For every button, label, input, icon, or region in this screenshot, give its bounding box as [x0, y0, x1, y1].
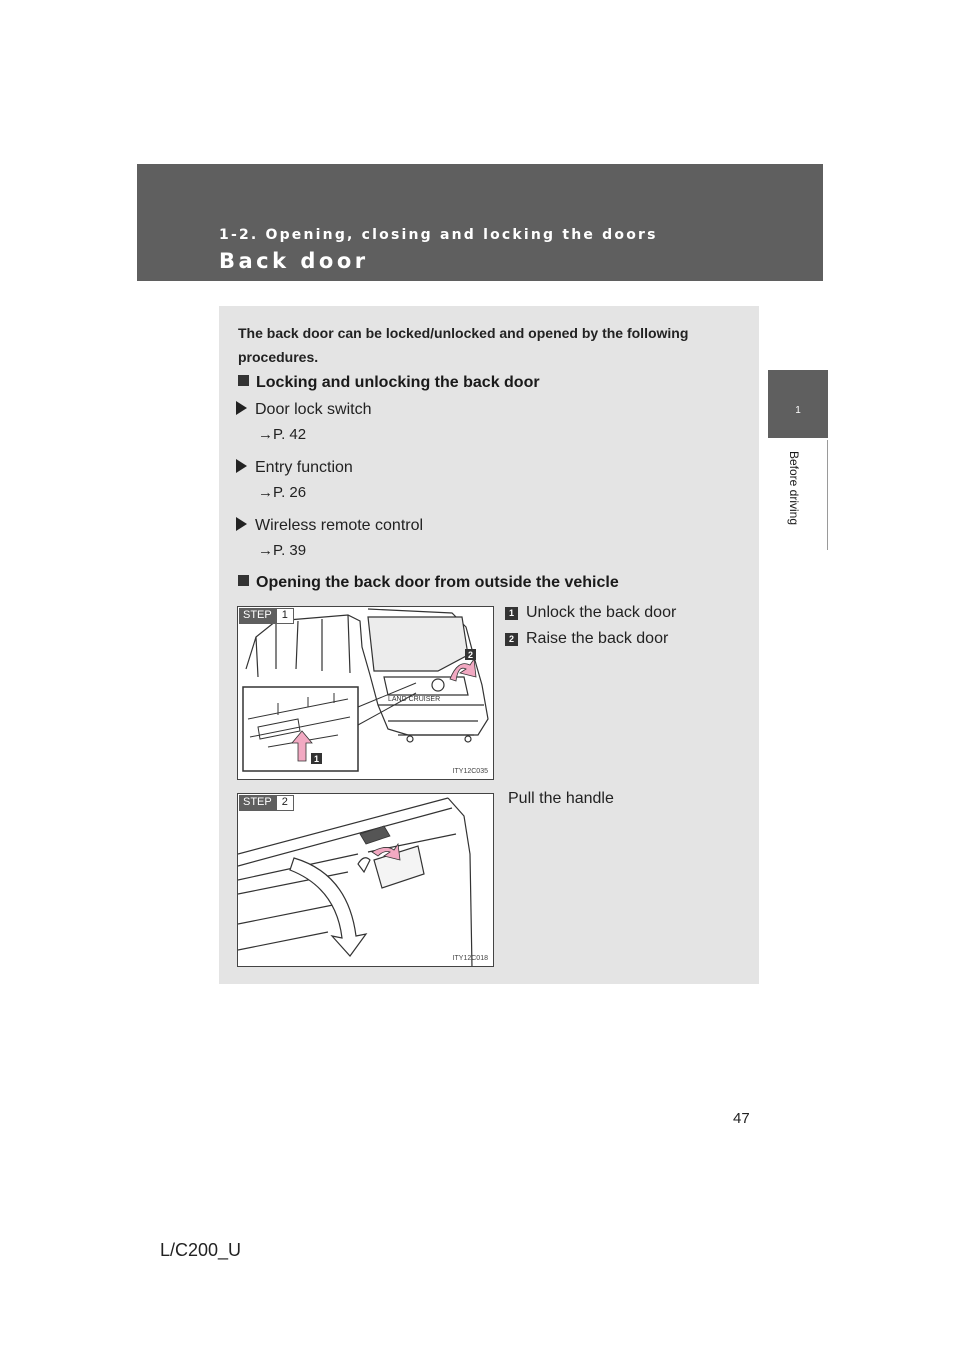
list-item-label: Entry function — [255, 459, 353, 476]
locking-heading — [238, 374, 540, 392]
marker-1-icon: 1 — [505, 607, 518, 620]
list-item-wireless-remote — [236, 517, 423, 535]
legend-text: Unlock the back door — [526, 604, 677, 621]
figure-code: ITY12C035 — [452, 768, 488, 775]
page-title: Back door — [219, 249, 369, 273]
opening-heading-text: Opening the back door from outside the vehicle — [256, 574, 619, 591]
step-word: STEP — [239, 795, 276, 811]
list-item-entry-function — [236, 459, 353, 477]
opening-heading — [238, 574, 619, 592]
back-door-unlock-illustration — [238, 607, 494, 780]
document-code: L/C200_U — [160, 1240, 242, 1260]
section-label: 1-2. Opening, closing and locking the doors — [219, 227, 658, 243]
step2-instruction: Pull the handle — [508, 790, 614, 807]
marker-2-icon: 2 — [505, 633, 518, 646]
svg-text:2: 2 — [468, 650, 474, 660]
page-reference-link[interactable]: →P. 26 — [258, 484, 307, 501]
square-bullet-icon — [238, 375, 249, 386]
page-reference-link[interactable]: →P. 42 — [258, 426, 307, 443]
triangle-bullet-icon — [236, 459, 247, 473]
chapter-number: 1 — [795, 405, 801, 416]
step-number: 2 — [276, 795, 294, 811]
page-number: 47 — [733, 1110, 750, 1127]
pull-handle-illustration — [238, 794, 494, 967]
step-number: 1 — [276, 608, 294, 624]
list-item-label: Wireless remote control — [255, 517, 424, 534]
legend-text: Raise the back door — [526, 630, 669, 647]
intro-text: The back door can be locked/unlocked and opened by the following procedures. — [238, 325, 689, 365]
figure-code: ITY12C018 — [452, 955, 488, 962]
step1-figure — [237, 606, 494, 780]
page-reference-link[interactable]: →P. 39 — [258, 542, 307, 559]
chapter-name: Before driving — [787, 450, 801, 526]
chapter-tab[interactable] — [768, 370, 828, 438]
locking-heading-text: Locking and unlocking the back door — [256, 374, 540, 391]
step-word: STEP — [239, 608, 276, 624]
door-swing-arrow-icon — [290, 858, 366, 956]
door-handle-icon — [360, 826, 390, 844]
triangle-bullet-icon — [236, 517, 247, 531]
svg-text:1: 1 — [314, 754, 320, 764]
legend-item-2 — [505, 630, 668, 648]
legend-item-1 — [505, 604, 676, 622]
step-1-tag — [239, 608, 294, 624]
square-bullet-icon — [238, 575, 249, 586]
triangle-bullet-icon — [236, 401, 247, 415]
step-2-tag — [239, 795, 294, 811]
vehicle-emblem-text: LAND CRUISER — [388, 696, 441, 703]
list-item-door-lock-switch — [236, 401, 371, 419]
list-item-label: Door lock switch — [255, 401, 372, 418]
step2-figure — [237, 793, 494, 967]
